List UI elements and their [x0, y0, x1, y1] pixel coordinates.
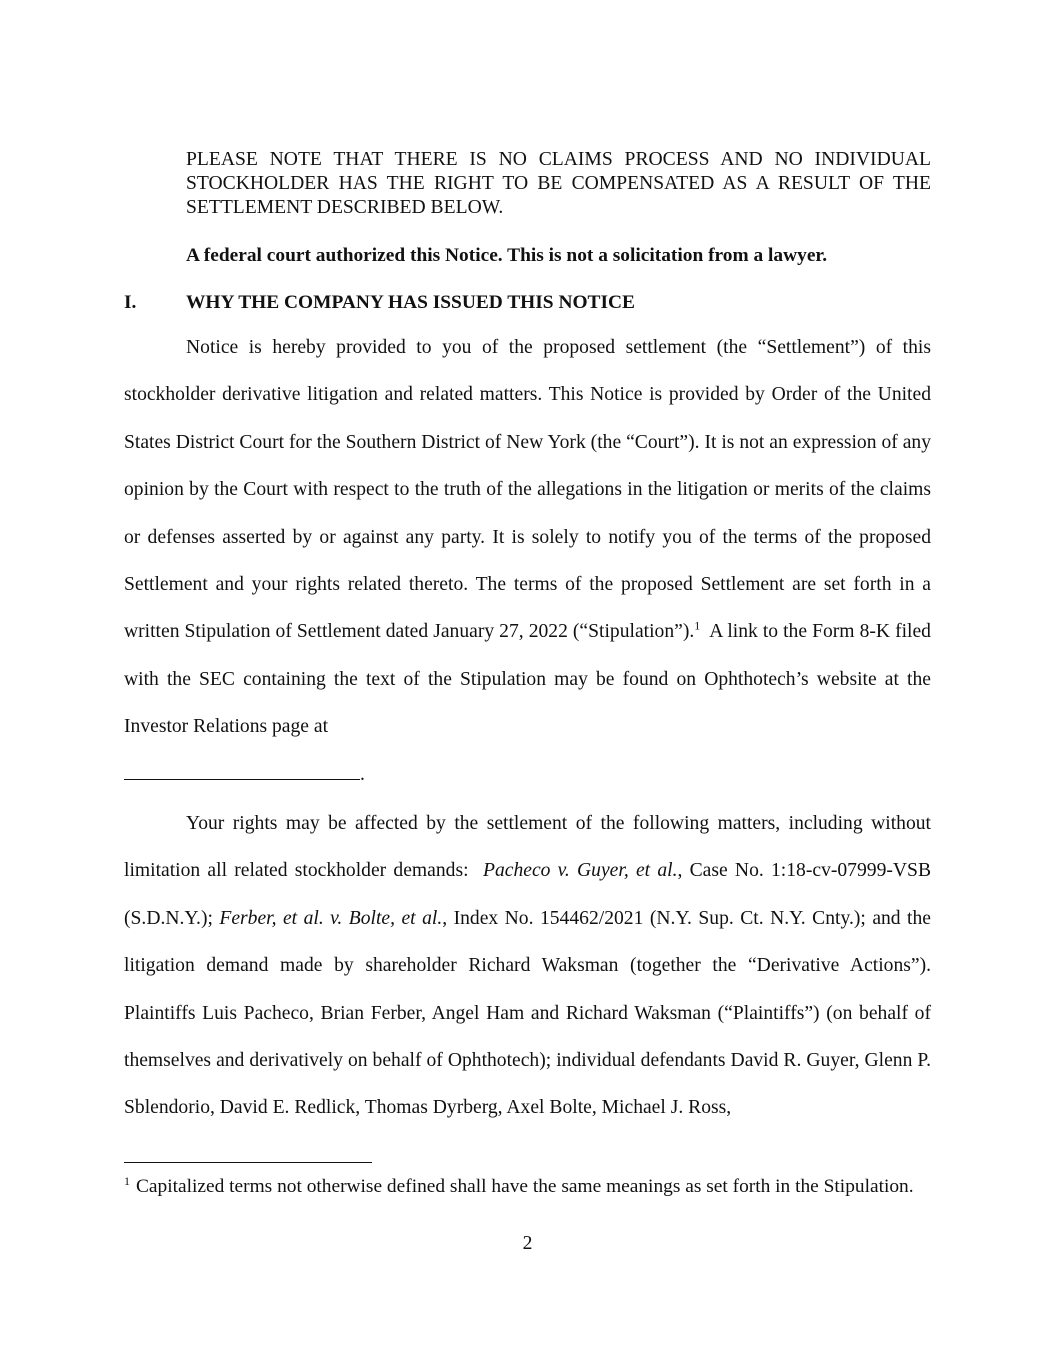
court-authorized-statement: A federal court authorized this Notice. This is not a solicitation from a lawyer.: [186, 245, 828, 266]
paragraph1-text: Notice is hereby provided to you of the proposed settlement (the “Settlement”) of this stockholder derivative litigation and related matters. This Notice is provided by Order of the United States District Court for the Southern District of New York (the “Court”). It is not an expression of any opinion by the Court with respect to the truth of the allegations in the litigation or merits of the claims or defenses asserted by or against any party. It is solely to notify you of the terms of the proposed Settlement and your rights related thereto. The terms of the proposed Settlement are set forth in a written Stipulation of Settlement dated January 27, 2022 (“Stipulation”).: [124, 337, 931, 643]
footnote-reference: 1: [694, 618, 701, 633]
section-heading: [124, 291, 931, 315]
case1-name: Pacheco v. Guyer, et al.: [482, 860, 678, 882]
paragraph1-link-text: A link to the Form 8-K filed with the SEC containing the text of the Stipulation may be found on Ophthotech’s website at the Investor Relations page at: [124, 621, 931, 738]
footnote-text: Capitalized terms not otherwise defined shall have the same meanings as set forth in the Stipulation.: [136, 1176, 914, 1197]
blank-line-period: .: [360, 763, 365, 785]
case1-detail: , Case No. 1:18-cv-07999-VSB (S.D.N.Y.);: [124, 860, 932, 929]
no-claims-notice: PLEASE NOTE THAT THERE IS NO CLAIMS PROCESS AND NO INDIVIDUAL STOCKHOLDER HAS THE RIGHT TO BE COMPENSATED AS A RESULT OF THE SETTLEMENT DESCRIBED BELOW.: [186, 149, 931, 218]
case2-detail: , Index No. 154462/2021 (N.Y. Sup. Ct. N.Y. Cnty.);: [442, 907, 866, 929]
paragraph2-rest: and the litigation demand made by shareholder Richard Waksman (together the “Derivative Actions”). Plaintiffs Luis Pacheco, Brian Ferber, Angel Ham and Richard Waksman (“Plaintiffs”) (on behalf of themselves and derivatively on behalf of Ophthotech); individual defendants David R. Guyer, Glenn P. Sblendorio, David E. Redlick, Thomas Dyrberg, Axel Bolte, Michael J. Ross,: [124, 907, 931, 1119]
case2-name: Ferber, et al. v. Bolte, et al.: [219, 907, 443, 929]
settlement-notice-paragraph: [124, 324, 931, 798]
footnote-separator: [124, 1162, 372, 1163]
section-number: I.: [124, 292, 137, 313]
affected-matters-paragraph: [124, 800, 931, 1132]
footnote: [124, 1175, 931, 1199]
footnote-mark: 1: [124, 1173, 130, 1188]
paragraph2-intro: Your rights may be affected by the settlement of the following matters, including without limitation all related stockholder demands:: [124, 813, 931, 882]
link-blank-line: [124, 763, 360, 780]
page-number: 2: [522, 1233, 533, 1254]
section-title: WHY THE COMPANY HAS ISSUED THIS NOTICE: [186, 292, 635, 313]
